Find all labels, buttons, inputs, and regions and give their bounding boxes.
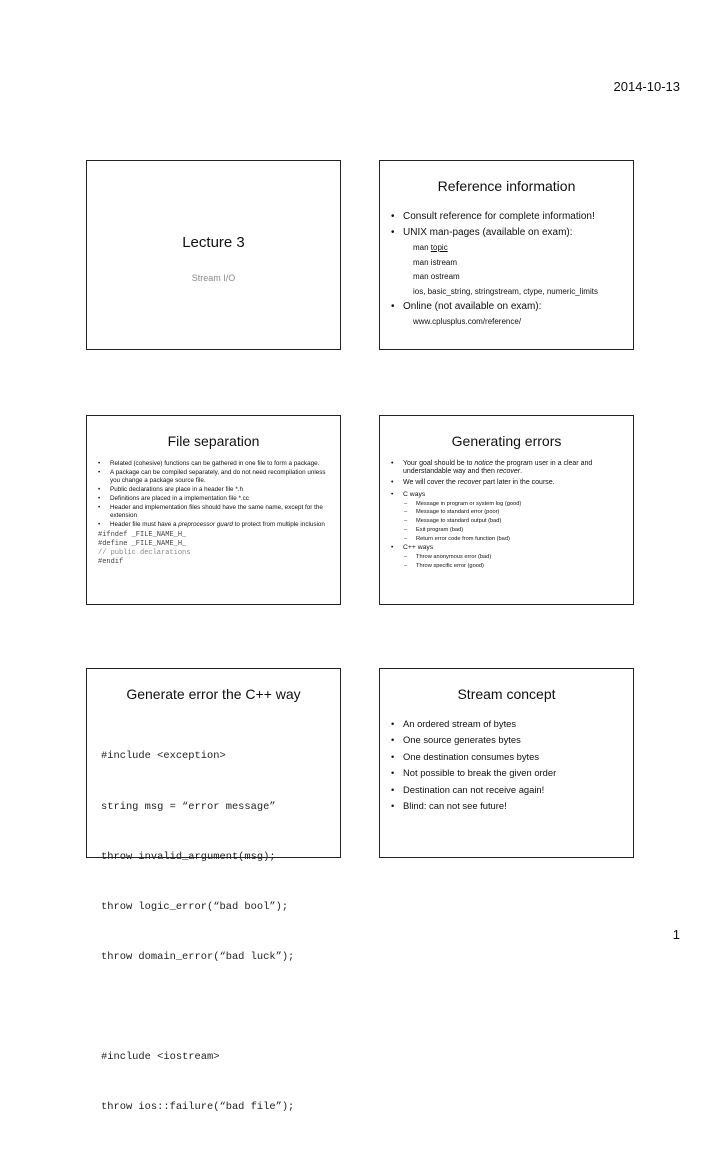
code-gap xyxy=(101,999,294,1016)
bullet-item xyxy=(391,478,625,488)
bullet-item xyxy=(391,460,625,477)
bullet-item: • Online (not available on exam): xyxy=(391,299,625,315)
code-line: throw ios::failure(“bad file”); xyxy=(101,1101,295,1114)
code-line: #define _FILE_NAME_H_ xyxy=(98,539,187,548)
code-line: throw logic_error(“bad bool”); xyxy=(101,900,289,913)
code-block xyxy=(98,531,332,567)
code-line: #endif xyxy=(98,557,124,566)
sub-bullet-item: – Exit program (bad) xyxy=(404,526,625,535)
slide-content xyxy=(391,716,625,814)
text: the program user in a clear and understandable way and then xyxy=(403,460,593,476)
bullet-item: • Blind: can not see future! xyxy=(391,798,625,814)
code-line: #include <exception> xyxy=(101,750,226,763)
slide-stream-concept xyxy=(379,668,634,858)
text: We will cover the xyxy=(403,479,458,487)
slide-reference-information xyxy=(379,160,634,350)
code-line: #include <iostream> xyxy=(101,1051,220,1064)
bullet-item: • Destination can not receive again! xyxy=(391,782,625,798)
code-line: #ifndef _FILE_NAME_H_ xyxy=(98,530,187,539)
sub-bullet-item: – Throw anonymous error (bad) xyxy=(404,553,625,562)
bullet-item: • An ordered stream of bytes xyxy=(391,716,625,732)
emphasis-text: preprocessor guard xyxy=(178,521,233,529)
ios-list-line: ios, basic_string, stringstream, ctype, numeric_limits xyxy=(413,286,598,296)
header-date: 2014-10-13 xyxy=(613,79,680,94)
bullet-item: • UNIX man-pages (available on exam): xyxy=(391,225,625,241)
code-comment: // public declarations xyxy=(98,548,191,557)
text: part later in the course. xyxy=(481,479,555,487)
sub-bullet-item: – Throw specific error (good) xyxy=(404,562,625,571)
topic-text: topic xyxy=(430,243,448,252)
bullet-item: • Definitions are placed in a implementation file *.cc xyxy=(98,495,332,503)
page-number: 1 xyxy=(672,927,680,942)
slide-title: Reference information xyxy=(437,178,576,194)
sub-bullet-item: – Return error code from function (bad) xyxy=(404,535,625,544)
sub-bullet-item: – Message to standard error (poor) xyxy=(404,508,625,517)
man-topic-line xyxy=(391,241,625,256)
emphasis-text: recover xyxy=(457,479,482,487)
code-line: string msg = “error message” xyxy=(101,800,276,813)
slide-title: File separation xyxy=(167,433,260,449)
bullet-item: • Related (cohesive) functions can be gathered in one file to form a package. xyxy=(98,460,332,468)
slide-title: Generate error the C++ way xyxy=(126,686,301,702)
code-line: throw invalid_argument(msg); xyxy=(101,850,276,863)
bullet-item: • Header and implementation files should have the same name, except for the extension xyxy=(98,504,332,519)
emphasis-text: notice xyxy=(474,460,494,467)
bullet-item: • Not possible to break the given order xyxy=(391,765,625,781)
man-ostream-line: man ostream xyxy=(413,272,460,281)
text: . xyxy=(520,468,523,476)
slide-generating-errors xyxy=(379,415,634,605)
sub-bullet-item: – Message in program or system log (good) xyxy=(404,500,625,509)
slide-title: Generating errors xyxy=(451,433,562,449)
text: Your goal should be to xyxy=(403,460,475,467)
sub-bullet-item: – Message to standard output (bad) xyxy=(404,517,625,526)
code-block xyxy=(101,715,294,1149)
bullet-item: • C ways xyxy=(391,490,625,500)
bullet-item: • Public declarations are place in a header file *.h xyxy=(98,486,332,494)
bullet-item: • One source generates bytes xyxy=(391,732,625,748)
slide-title: Lecture 3 xyxy=(182,234,245,251)
slide-content xyxy=(98,460,332,567)
bullet-item: • Consult reference for complete information! xyxy=(391,209,625,225)
bullet-item: • A package can be compiled separately, and do not need recompilation unless you change a package source file. xyxy=(98,469,332,484)
code-line: throw domain_error(“bad luck”); xyxy=(101,950,295,963)
slide-title: Stream concept xyxy=(457,686,556,702)
slide-generate-error-cpp xyxy=(86,668,341,1114)
slide-content xyxy=(391,460,625,571)
slide-content xyxy=(391,209,625,330)
bullet-item xyxy=(98,521,332,529)
bullet-item: • One destination consumes bytes xyxy=(391,749,625,765)
text: to protect from multiple inclusion xyxy=(232,521,325,529)
man-istream-line: man istream xyxy=(413,257,458,267)
bullet-item: • C++ ways xyxy=(391,543,625,553)
text: Header file must have a xyxy=(110,521,179,529)
slide-subtitle: Stream I/O xyxy=(191,273,236,283)
text: man xyxy=(413,243,431,252)
slide-file-separation xyxy=(86,415,341,605)
slide-lecture-title xyxy=(86,160,341,350)
reference-url: www.cplusplus.com/reference/ xyxy=(413,317,522,326)
emphasis-text: recover xyxy=(496,468,521,476)
